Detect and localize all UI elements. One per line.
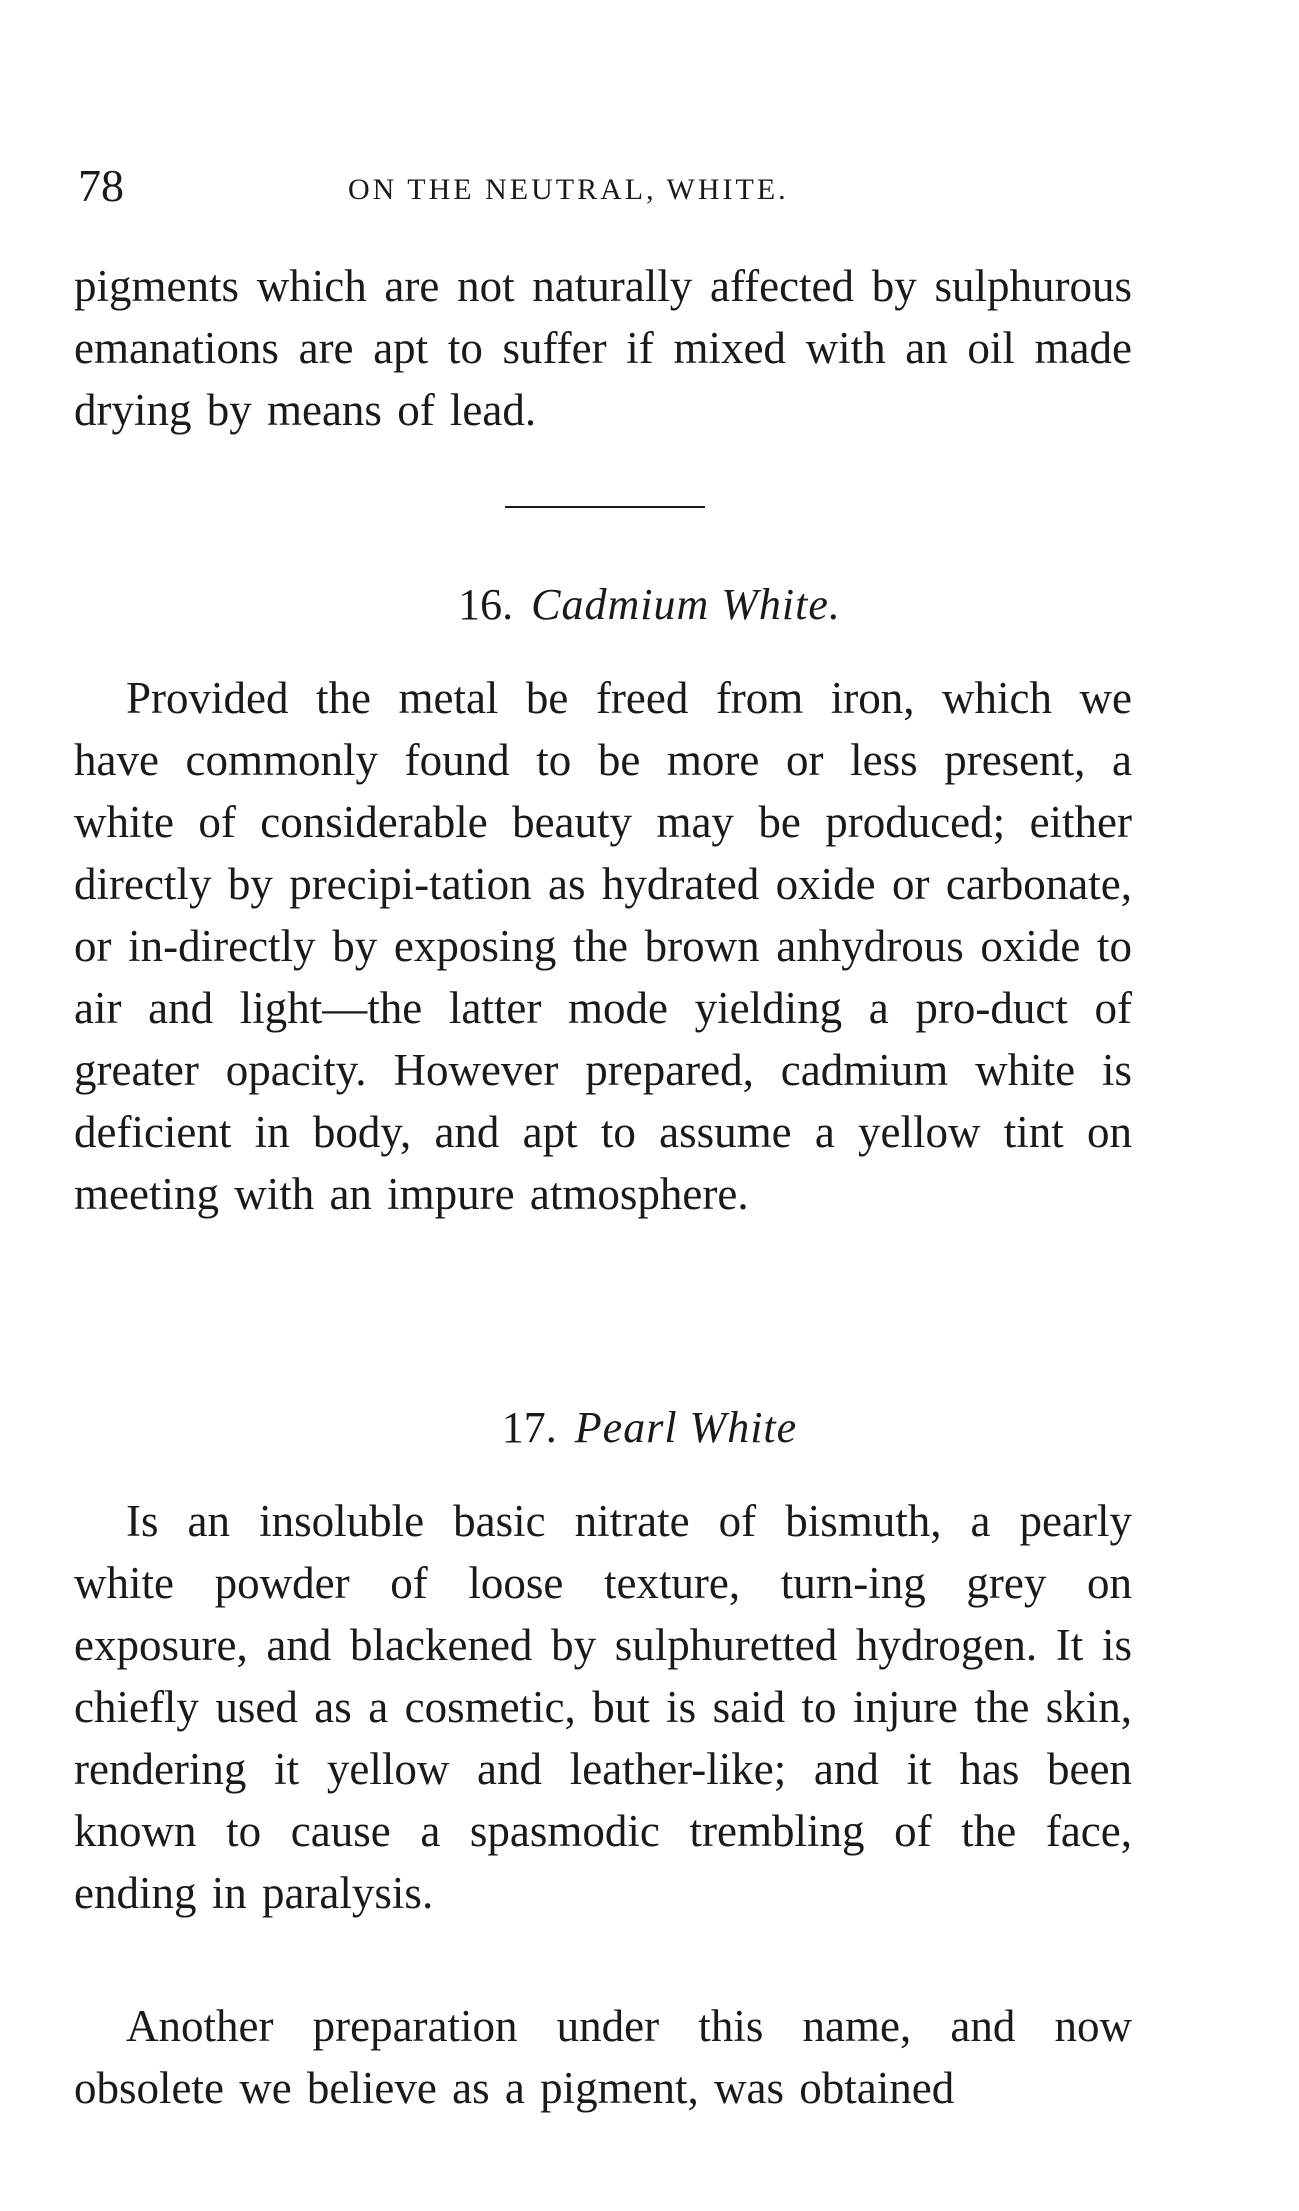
section-number: 17.	[501, 1403, 557, 1452]
running-head: ON THE NEUTRAL, WHITE.	[348, 173, 789, 206]
paragraph-another-preparation: Another preparation under this name, and now obsolete we believe as a pigment, was obtained	[74, 2001, 1132, 2113]
section-heading-cadmium-white	[0, 575, 1299, 635]
paragraph-continued: pigments which are not naturally affected by sulphurous emanations are apt to suffer if mixed with an oil made drying by means of lead.	[74, 261, 1132, 435]
paragraph-cadmium-white: Provided the metal be freed from iron, which we have commonly found to be more or less present, a white of considerable beauty may be produced; either directly by precipi-tation as hydrated oxide or carbonate, or in-directly by exposing the brown anhydrous oxide to air and light—the latter mode yielding a pro-duct of greater opacity. However prepared, cadmium white is deficient in body, and apt to assume a yellow tint on meeting with an impure atmosphere.	[74, 673, 1132, 1219]
page-number: 78	[78, 160, 124, 211]
section-title: Pearl White	[574, 1403, 798, 1452]
paragraph-pearl-white: Is an insoluble basic nitrate of bismuth, a pearly white powder of loose texture, turn-ing grey on exposure, and blackened by sulphuretted hydrogen. It is chiefly used as a cosmetic, but is said to injure the skin, rendering it yellow and leather-like; and it has been known to cause a spasmodic trembling of the face, ending in paralysis.	[74, 1496, 1132, 1918]
section-number: 16.	[458, 580, 514, 629]
page-header	[78, 158, 1138, 218]
section-divider-rule	[505, 506, 705, 508]
section-title: Cadmium White.	[531, 580, 841, 629]
section-heading-pearl-white	[0, 1398, 1299, 1458]
